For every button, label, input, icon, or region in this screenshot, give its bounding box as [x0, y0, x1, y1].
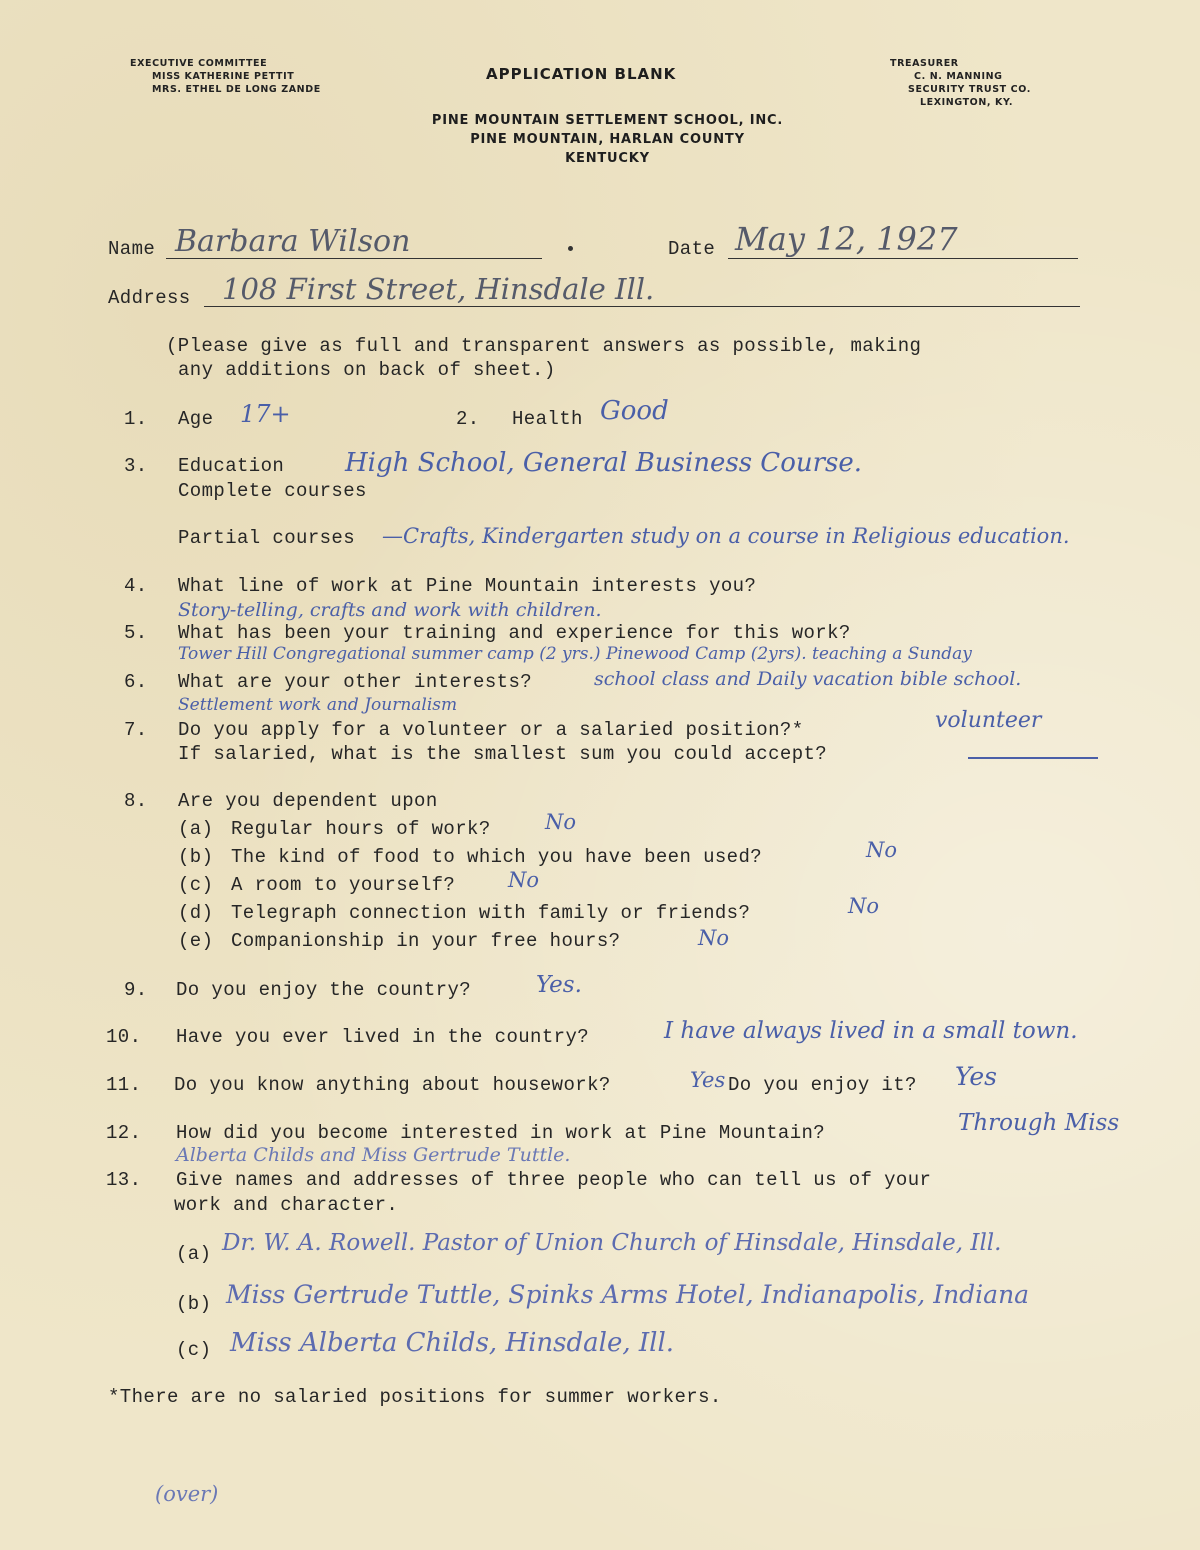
over-note: (over) — [155, 1482, 219, 1506]
q8-item-text: A room to yourself? — [231, 874, 456, 896]
q12-answer: Through Miss — [958, 1110, 1120, 1136]
q4-answer: Story-telling, crafts and work with children. — [178, 599, 602, 621]
instruction-line-1: (Please give as full and transparent answers as possible, making — [166, 335, 922, 357]
q8-item-answer: No — [698, 926, 730, 950]
date-label: Date — [668, 238, 716, 260]
address-label: Address — [108, 287, 191, 309]
q8-item-letter: (c) — [178, 874, 214, 896]
q8-item-text: The kind of food to which you have been used? — [231, 846, 763, 868]
q13-ref-answer: Miss Gertrude Tuttle, Spinks Arms Hotel, Indianapolis, Indiana — [226, 1280, 1030, 1309]
q9-number: 9. — [124, 979, 148, 1001]
q11-label: Do you know anything about housework? — [174, 1074, 611, 1096]
q1-label: Age — [178, 408, 214, 430]
committee-title: EXECUTIVE COMMITTEE — [130, 58, 268, 69]
q13-ref-letter: (a) — [176, 1243, 212, 1265]
q6-answer: Settlement work and Journalism — [178, 695, 458, 715]
q9-answer: Yes. — [536, 972, 582, 998]
q4-label: What line of work at Pine Mountain interests you? — [178, 575, 757, 597]
q8-item-answer: No — [508, 868, 540, 892]
treasurer-line: C. N. MANNING — [914, 71, 1003, 82]
q13-label: Give names and addresses of three people who can tell us of your — [176, 1169, 932, 1191]
q12-number: 12. — [106, 1122, 142, 1144]
q5-label: What has been your training and experience for this work? — [178, 622, 851, 644]
q10-answer: I have always lived in a small town. — [664, 1018, 1078, 1044]
q2-answer: Good — [600, 396, 669, 426]
q12-answer-continuation: Alberta Childs and Miss Gertrude Tuttle. — [176, 1144, 571, 1166]
q7-answer: volunteer — [935, 708, 1042, 733]
address-underline — [204, 306, 1080, 307]
address-value: 108 First Street, Hinsdale Ill. — [222, 272, 655, 306]
q8-item-letter: (e) — [178, 930, 214, 952]
footnote: *There are no salaried positions for summer workers. — [108, 1386, 722, 1408]
q13-ref-answer: Miss Alberta Childs, Hinsdale, Ill. — [230, 1328, 675, 1358]
q7-salary-dash — [968, 757, 1098, 759]
q8-item-answer: No — [866, 838, 898, 862]
school-state: KENTUCKY — [565, 151, 650, 166]
date-underline — [728, 258, 1078, 259]
q10-label: Have you ever lived in the country? — [176, 1026, 590, 1048]
q10-number: 10. — [106, 1026, 142, 1048]
q8-item-letter: (a) — [178, 818, 214, 840]
q3-partial-answer: —Crafts, Kindergarten study on a course in Religious education. — [382, 524, 1070, 548]
q13-ref-letter: (b) — [176, 1293, 212, 1315]
q11-label-2: Do you enjoy it? — [728, 1074, 917, 1096]
name-label: Name — [108, 238, 156, 260]
q7-label: Do you apply for a volunteer or a salaried position?* — [178, 719, 804, 741]
q11-number: 11. — [106, 1074, 142, 1096]
q7-number: 7. — [124, 719, 148, 741]
q5-number: 5. — [124, 622, 148, 644]
school-address-block — [380, 111, 835, 168]
q3-partial-label: Partial courses — [178, 527, 356, 549]
q5-answer: Tower Hill Congregational summer camp (2 yrs.) Pinewood Camp (2yrs). teaching a Sunday — [178, 644, 972, 664]
q6-number: 6. — [124, 671, 148, 693]
date-value: May 12, 1927 — [735, 220, 958, 258]
q8-item-text: Companionship in your free hours? — [231, 930, 621, 952]
treasurer-block — [890, 57, 1031, 109]
q13-ref-answer: Dr. W. A. Rowell. Pastor of Union Church of Hinsdale, Hinsdale, Ill. — [222, 1230, 1002, 1256]
school-location: PINE MOUNTAIN, HARLAN COUNTY — [470, 132, 745, 147]
q3-label: Education — [178, 455, 285, 477]
q8-item-answer: No — [848, 894, 880, 918]
name-value: Barbara Wilson — [175, 224, 411, 259]
q8-label: Are you dependent upon — [178, 790, 438, 812]
q12-label: How did you become interested in work at Pine Mountain? — [176, 1122, 826, 1144]
q2-label: Health — [512, 408, 583, 430]
treasurer-line: SECURITY TRUST CO. — [908, 84, 1031, 95]
q13-label-2: work and character. — [174, 1194, 399, 1216]
instruction-line-2: any additions on back of sheet.) — [178, 359, 556, 381]
q1-number: 1. — [124, 408, 148, 430]
school-name: PINE MOUNTAIN SETTLEMENT SCHOOL, INC. — [431, 113, 784, 128]
q4-number: 4. — [124, 575, 148, 597]
q11-answer-2: Yes — [955, 1062, 997, 1091]
q3-complete-label: Complete courses — [178, 480, 367, 502]
q13-number: 13. — [106, 1169, 142, 1191]
form-title: APPLICATION BLANK — [486, 65, 677, 83]
q13-ref-letter: (c) — [176, 1339, 212, 1361]
q6-answer-continuation: school class and Daily vacation bible school. — [594, 668, 1022, 690]
q11-answer: Yes — [690, 1068, 726, 1092]
q9-label: Do you enjoy the country? — [176, 979, 472, 1001]
q6-label: What are your other interests? — [178, 671, 533, 693]
treasurer-title: TREASURER — [890, 58, 959, 69]
treasurer-line: LEXINGTON, KY. — [920, 97, 1014, 108]
q8-item-text: Telegraph connection with family or friends? — [231, 902, 751, 924]
q8-number: 8. — [124, 790, 148, 812]
q3-number: 3. — [124, 455, 148, 477]
q2-number: 2. — [456, 408, 480, 430]
q1-answer: 17+ — [240, 400, 291, 428]
q8-item-letter: (d) — [178, 902, 214, 924]
dot-mark — [568, 246, 573, 251]
q8-item-answer: No — [545, 810, 577, 834]
q7-label-2: If salaried, what is the smallest sum you could accept? — [178, 743, 828, 765]
committee-member: MRS. ETHEL DE LONG ZANDE — [152, 84, 321, 95]
q8-item-letter: (b) — [178, 846, 214, 868]
committee-member: MISS KATHERINE PETTIT — [152, 71, 295, 82]
q3-complete-answer: High School, General Business Course. — [345, 448, 863, 478]
q8-item-text: Regular hours of work? — [231, 818, 491, 840]
executive-committee-block — [130, 57, 321, 96]
